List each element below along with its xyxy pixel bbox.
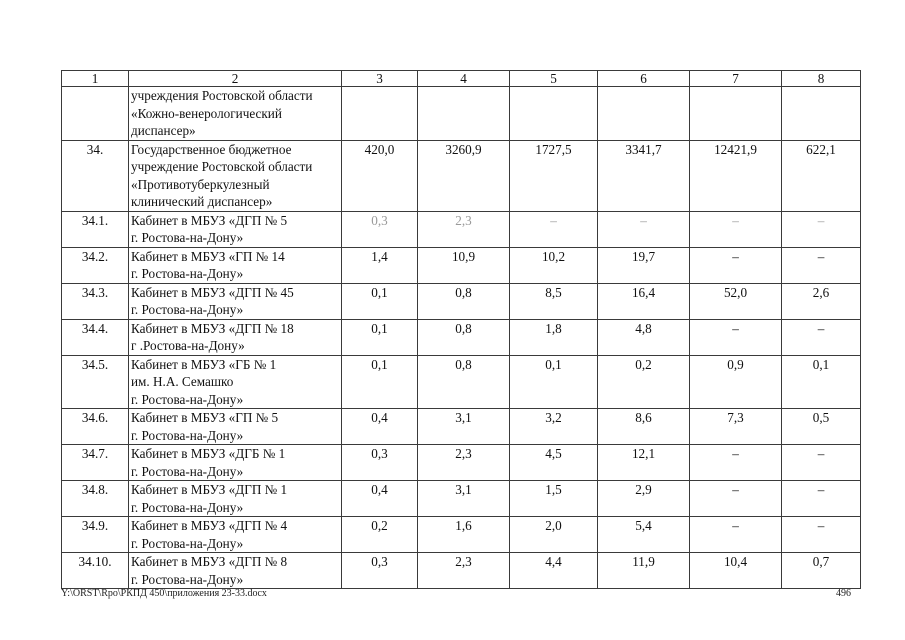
value-cell: 0,7 [782, 553, 861, 589]
row-name-line: учреждение Ростовской области [131, 159, 313, 174]
value-cell: 0,8 [418, 283, 510, 319]
table-row [62, 355, 861, 409]
footer-page-number: 496 [836, 588, 851, 599]
value-cell: – [690, 481, 782, 517]
value-cell: 2,3 [418, 211, 510, 247]
value-cell: 0,4 [342, 409, 418, 445]
value-cell: 1,8 [510, 319, 598, 355]
row-name-line: Кабинет в МБУЗ «ДГП № 4 [131, 518, 288, 533]
row-name-line: «Противотуберкулезный [131, 176, 270, 192]
value-cell: 0,8 [418, 319, 510, 355]
table-row [62, 445, 861, 481]
value-cell: 2,3 [418, 445, 510, 481]
value-cell [418, 87, 510, 141]
value-cell: 10,9 [418, 247, 510, 283]
value-cell: 5,4 [598, 517, 690, 553]
value-cell: – [690, 445, 782, 481]
value-cell: 0,4 [342, 481, 418, 517]
row-name-line: Кабинет в МБУЗ «ГБ № 1 [131, 356, 277, 372]
column-header: 1 [62, 71, 129, 87]
value-cell: – [782, 211, 861, 247]
row-name [129, 87, 342, 141]
row-number: 34.2. [62, 247, 129, 283]
row-name-line: клинический диспансер» [131, 194, 273, 209]
row-name [129, 409, 342, 445]
value-cell: – [782, 319, 861, 355]
row-number: 34.5. [62, 355, 129, 409]
table-row [62, 481, 861, 517]
row-name [129, 517, 342, 553]
value-cell: 0,8 [418, 355, 510, 409]
value-cell: 1,5 [510, 481, 598, 517]
value-cell: 1727,5 [510, 140, 598, 211]
value-cell: 0,9 [690, 355, 782, 409]
row-name-line: г. Ростова-на-Дону» [131, 499, 244, 515]
row-name-line: г .Ростова-на-Дону» [131, 338, 245, 353]
value-cell: 0,1 [342, 319, 418, 355]
table-row [62, 319, 861, 355]
value-cell: 0,1 [342, 283, 418, 319]
table-row [62, 517, 861, 553]
value-cell: 3341,7 [598, 140, 690, 211]
value-cell: 0,1 [510, 355, 598, 409]
value-cell: 0,5 [782, 409, 861, 445]
value-cell: 2,0 [510, 517, 598, 553]
row-name [129, 355, 342, 409]
value-cell: 0,3 [342, 211, 418, 247]
value-cell: – [690, 211, 782, 247]
table-row [62, 409, 861, 445]
row-name [129, 319, 342, 355]
table-row [62, 87, 861, 141]
row-name-line: г. Ростова-на-Дону» [131, 427, 244, 443]
value-cell: 2,6 [782, 283, 861, 319]
value-cell: 16,4 [598, 283, 690, 319]
data-table [61, 70, 861, 589]
row-name-line: г. Ростова-на-Дону» [131, 535, 244, 551]
row-name-line: г. Ростова-на-Дону» [131, 230, 244, 245]
value-cell: 4,5 [510, 445, 598, 481]
value-cell: 4,8 [598, 319, 690, 355]
value-cell: – [782, 481, 861, 517]
row-name-line: г. Ростова-на-Дону» [131, 571, 244, 587]
value-cell: 0,1 [342, 355, 418, 409]
row-name-line: Кабинет в МБУЗ «ДГП № 8 [131, 554, 288, 569]
value-cell: – [690, 247, 782, 283]
value-cell: 622,1 [782, 140, 861, 211]
row-name-line: Кабинет в МБУЗ «ДГП № 18 [131, 320, 294, 336]
column-header-row [62, 71, 861, 87]
column-header: 4 [418, 71, 510, 87]
footer-file-path: Y:\ORST\Rpo\РКПД 450\приложения 23-33.docx [61, 588, 267, 599]
table-row [62, 553, 861, 589]
row-name-line: г. Ростова-на-Дону» [131, 391, 244, 407]
row-name-line: г. Ростова-на-Дону» [131, 266, 244, 281]
row-name-line: диспансер» [131, 123, 196, 138]
column-header: 7 [690, 71, 782, 87]
column-header: 2 [129, 71, 342, 87]
value-cell: 19,7 [598, 247, 690, 283]
value-cell: 0,3 [342, 553, 418, 589]
value-cell [782, 87, 861, 141]
row-number: 34.8. [62, 481, 129, 517]
row-number: 34.6. [62, 409, 129, 445]
row-name-line: Кабинет в МБУЗ «ДГП № 45 [131, 284, 294, 300]
column-header: 6 [598, 71, 690, 87]
value-cell [510, 87, 598, 141]
table-row [62, 283, 861, 319]
value-cell: – [782, 247, 861, 283]
value-cell: 0,2 [342, 517, 418, 553]
value-cell: 7,3 [690, 409, 782, 445]
row-name [129, 247, 342, 283]
table-row [62, 211, 861, 247]
value-cell: 0,1 [782, 355, 861, 409]
row-name-line: Кабинет в МБУЗ «ДГБ № 1 [131, 446, 286, 461]
value-cell: 1,6 [418, 517, 510, 553]
value-cell: 1,4 [342, 247, 418, 283]
value-cell: 2,9 [598, 481, 690, 517]
column-header: 8 [782, 71, 861, 87]
row-name [129, 140, 342, 211]
value-cell: 8,5 [510, 283, 598, 319]
row-name-line: им. Н.А. Семашко [131, 374, 234, 389]
row-name-line: Кабинет в МБУЗ «ДГП № 5 [131, 212, 288, 228]
table-row [62, 247, 861, 283]
value-cell: 10,4 [690, 553, 782, 589]
row-number: 34. [62, 140, 129, 211]
value-cell: 10,2 [510, 247, 598, 283]
value-cell: 3,1 [418, 409, 510, 445]
value-cell: 3,2 [510, 409, 598, 445]
row-name [129, 553, 342, 589]
row-number: 34.1. [62, 211, 129, 247]
table-row [62, 140, 861, 211]
value-cell: 52,0 [690, 283, 782, 319]
row-number: 34.3. [62, 283, 129, 319]
value-cell: 420,0 [342, 140, 418, 211]
value-cell: 0,2 [598, 355, 690, 409]
value-cell: 4,4 [510, 553, 598, 589]
value-cell: 3260,9 [418, 140, 510, 211]
row-name-line: учреждения Ростовской области [131, 88, 313, 103]
row-number: 34.4. [62, 319, 129, 355]
row-number: 34.9. [62, 517, 129, 553]
value-cell: – [782, 445, 861, 481]
row-number: 34.7. [62, 445, 129, 481]
value-cell: – [598, 211, 690, 247]
column-header: 3 [342, 71, 418, 87]
value-cell: – [782, 517, 861, 553]
value-cell: 12,1 [598, 445, 690, 481]
value-cell: 0,3 [342, 445, 418, 481]
row-name-line: Кабинет в МБУЗ «ДГП № 1 [131, 482, 288, 497]
value-cell: 11,9 [598, 553, 690, 589]
value-cell: 12421,9 [690, 140, 782, 211]
row-name-line: г. Ростова-на-Дону» [131, 302, 244, 317]
row-name-line: г. Ростова-на-Дону» [131, 463, 244, 479]
row-name-line: «Кожно-венерологический [131, 105, 282, 121]
row-name-line: Государственное бюджетное [131, 141, 292, 157]
value-cell [690, 87, 782, 141]
value-cell [598, 87, 690, 141]
row-name-line: Кабинет в МБУЗ «ГП № 5 [131, 410, 279, 425]
column-header: 5 [510, 71, 598, 87]
row-name [129, 211, 342, 247]
row-number: 34.10. [62, 553, 129, 589]
value-cell: – [690, 319, 782, 355]
row-name [129, 445, 342, 481]
value-cell: 8,6 [598, 409, 690, 445]
value-cell: – [690, 517, 782, 553]
value-cell [342, 87, 418, 141]
value-cell: 2,3 [418, 553, 510, 589]
row-number [62, 87, 129, 141]
value-cell: – [510, 211, 598, 247]
row-name [129, 283, 342, 319]
row-name-line: Кабинет в МБУЗ «ГП № 14 [131, 248, 285, 264]
row-name [129, 481, 342, 517]
value-cell: 3,1 [418, 481, 510, 517]
